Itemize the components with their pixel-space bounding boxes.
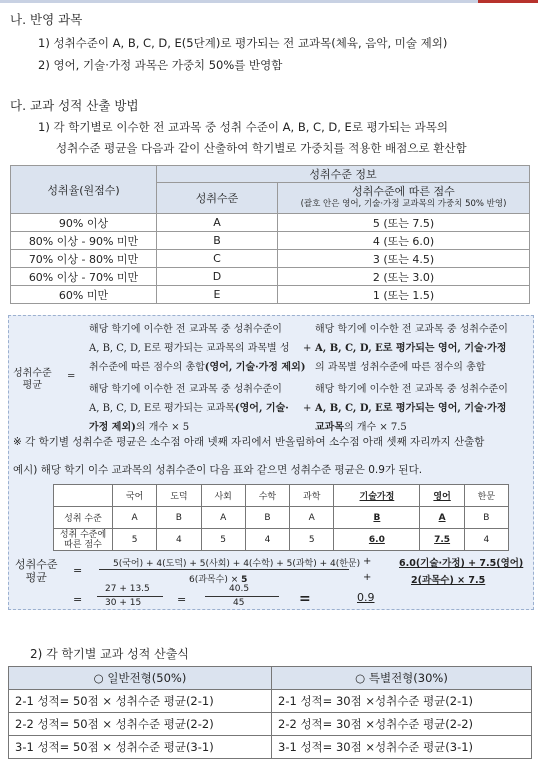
example-header-math: 수학 <box>245 485 289 507</box>
calc-result: 0.9 <box>357 591 375 604</box>
score-cell: 2 (또는 3.0) <box>278 268 530 286</box>
example-header-english: 영어 <box>420 485 464 507</box>
score-cell: 5 <box>290 529 334 551</box>
score-cell: 5 <box>201 529 245 551</box>
calc-eq-2: = <box>73 593 83 606</box>
formula-num-left-line3 <box>89 358 305 377</box>
example-row2-label-line1: 성취 수준에 <box>59 529 107 540</box>
example-row1-label: 성취 수준 <box>54 507 113 529</box>
grade-table-header-score-line1: 성취수준에 따른 점수 <box>352 185 455 198</box>
example-table <box>53 484 509 551</box>
calc-num2: 6.0(기술·가정) + 7.5(영어) <box>399 558 524 569</box>
grade-table-header-score-line2: (괄호 안은 영어, 기술·가정 교과목의 가중치 50% 반영) <box>300 199 507 209</box>
level-cell: A <box>201 507 245 529</box>
grade-table-header-score <box>278 183 530 214</box>
formula-den-left-line2-text: A, B, C, D, E로 평가되는 교과목 <box>89 403 235 414</box>
example-header-korean: 국어 <box>113 485 157 507</box>
grade-table-header-rate: 성취율(원점수) <box>11 166 157 214</box>
grade-table-header-group: 성취수준 정보 <box>157 166 530 183</box>
score-cell: 5 (또는 7.5) <box>278 214 530 232</box>
formula-note: ※ 각 학기별 성취수준 평균은 소수점 아래 넷째 자리에서 반올림하여 소수점 아래 셋째 자리까지 산출함 <box>13 436 485 448</box>
formula-den-right-bold: 교과목 <box>315 422 344 433</box>
example-row2-label <box>54 529 113 551</box>
formula-num-right <box>315 320 508 377</box>
grade-table <box>10 165 530 304</box>
formula-den-left-line1: 해당 학기에 이수한 전 교과목 중 성취수준이 <box>89 384 282 395</box>
formula-den-left <box>89 380 289 437</box>
formula-box <box>8 315 534 610</box>
calc-eq-strong: = <box>299 591 311 607</box>
top-border <box>0 0 538 3</box>
rate-cell: 60% 이상 - 70% 미만 <box>11 268 157 286</box>
score-cell: 6.0 <box>334 529 420 551</box>
table-row <box>54 507 509 529</box>
score-cell: 7.5 <box>420 529 464 551</box>
score-cell: 5 <box>113 529 157 551</box>
formula-den-right-line2: A, B, C, D, E로 평가되는 영어, 기술·가정 <box>315 403 507 414</box>
level-cell: A <box>420 507 464 529</box>
level-cell: E <box>157 286 278 304</box>
score-cell: 1 (또는 1.5) <box>278 286 530 304</box>
calc-den2: 2(과목수) × 7.5 <box>411 575 486 586</box>
level-cell: A <box>157 214 278 232</box>
score-cell: 4 <box>157 529 201 551</box>
calc-fraction-bar-2 <box>97 596 163 597</box>
table-row <box>9 736 532 759</box>
formula-example: 예시) 해당 학기 이수 교과목의 성취수준이 다음 표와 같으면 성취수준 평균은 0.9가 된다. <box>13 464 423 476</box>
table-row <box>54 529 509 551</box>
special-formula-cell: 3-1 성적= 30점 ×성취수준 평균(3-1) <box>272 736 532 759</box>
formula-table <box>8 666 532 759</box>
calc-eq-3: = <box>177 593 187 606</box>
special-admission-header: ○ 특별전형(30%) <box>272 667 532 690</box>
score-cell: 3 (또는 4.5) <box>278 250 530 268</box>
calc-num4: 40.5 <box>229 584 250 594</box>
formula-den-left-line3-text: 의 개수 × 5 <box>135 422 190 433</box>
calc-den4: 45 <box>233 598 245 608</box>
special-formula-cell: 2-2 성적= 30점 ×성취수준 평균(2-2) <box>272 713 532 736</box>
example-header-science: 과학 <box>290 485 334 507</box>
calc-num3: 27 + 13.5 <box>105 584 150 594</box>
table-row <box>11 232 530 250</box>
example-header-tech-home: 기술가정 <box>334 485 420 507</box>
table-row <box>9 690 532 713</box>
calc-plus-2: + <box>363 572 372 583</box>
formula-num-left-line3-text: 취수준에 따른 점수의 총합 <box>89 362 205 373</box>
formula-num-right-line3: 의 과목별 성취수준에 따른 점수의 총합 <box>315 362 486 373</box>
formula-eq: = <box>67 371 76 382</box>
score-cell: 4 <box>245 529 289 551</box>
grade-table-header-level: 성취수준 <box>157 183 278 214</box>
section-da-item1-line2: 성취수준 평균을 다음과 같이 산출하여 학기별로 가중치를 적용한 배점으로 환산함 <box>56 141 467 155</box>
formula-plus-1: + <box>303 343 312 354</box>
level-cell: A <box>113 507 157 529</box>
score-cell: 4 <box>464 529 508 551</box>
level-cell: B <box>334 507 420 529</box>
example-header-ethics: 도덕 <box>157 485 201 507</box>
formula-num-left-line1: 해당 학기에 이수한 전 교과목 중 성취수준이 <box>89 324 282 335</box>
level-cell: B <box>157 232 278 250</box>
formula-den-right <box>315 380 508 437</box>
rate-cell: 60% 미만 <box>11 286 157 304</box>
formula-den-left-line2 <box>89 399 289 418</box>
formula-num-right-line2: A, B, C, D, E로 평가되는 영어, 기술·가정 <box>315 343 507 354</box>
rate-cell: 80% 이상 - 90% 미만 <box>11 232 157 250</box>
example-row2-label-line2: 따른 점수 <box>64 539 102 550</box>
formula-label: 성취수준 평균 <box>13 368 52 391</box>
table-row <box>11 250 530 268</box>
formula-den-right-line3-text: 의 개수 × 7.5 <box>343 422 407 433</box>
formula-num-left-line2: A, B, C, D, E로 평가되는 교과목의 과목별 성 <box>89 343 290 354</box>
level-cell: C <box>157 250 278 268</box>
level-cell: B <box>464 507 508 529</box>
rate-cell: 90% 이상 <box>11 214 157 232</box>
section-heading-da: 다. 교과 성적 산출 방법 <box>10 98 139 113</box>
example-header-empty <box>54 485 113 507</box>
table-row <box>11 286 530 304</box>
section-heading-na: 나. 반영 과목 <box>10 12 83 27</box>
calc-label: 성취수준 평균 <box>15 558 58 584</box>
formula-den-left-bold-1: (영어, 기술· <box>234 403 289 414</box>
top-border-accent <box>478 0 538 3</box>
general-formula-cell: 2-2 성적= 50점 × 성취수준 평균(2-2) <box>9 713 272 736</box>
table-row <box>9 713 532 736</box>
section-2-heading: 2) 각 학기별 교과 성적 산출식 <box>30 647 189 661</box>
special-formula-cell: 2-1 성적= 30점 ×성취수준 평균(2-1) <box>272 690 532 713</box>
calc-den1-text: 6(과목수) × <box>189 575 242 585</box>
rate-cell: 70% 이상 - 80% 미만 <box>11 250 157 268</box>
level-cell: B <box>245 507 289 529</box>
general-admission-header: ○ 일반전형(50%) <box>9 667 272 690</box>
section-na-item2: 2) 영어, 기술·가정 과목은 가중치 50%를 반영함 <box>38 58 283 72</box>
table-row <box>11 214 530 232</box>
calc-num1: 5(국어) + 4(도덕) + 5(사회) + 4(수학) + 5(과학) + 4(한문) <box>113 559 361 569</box>
formula-num-left <box>89 320 305 377</box>
calc-fraction-bar-3 <box>205 596 279 597</box>
level-cell: B <box>157 507 201 529</box>
calc-den3: 30 + 15 <box>105 598 142 608</box>
formula-num-left-bold: (영어, 기술·가정 제외) <box>204 362 306 373</box>
section-da-item1-line1: 1) 각 학기별로 이수한 전 교과목 중 성취 수준이 A, B, C, D, E로 평가되는 과목의 <box>38 120 448 134</box>
formula-plus-2: + <box>303 403 312 414</box>
general-formula-cell: 2-1 성적= 50점 × 성취수준 평균(2-1) <box>9 690 272 713</box>
level-cell: D <box>157 268 278 286</box>
calc-plus-1: + <box>363 556 372 567</box>
formula-num-right-line1: 해당 학기에 이수한 전 교과목 중 성취수준이 <box>315 324 508 335</box>
example-header-chinese: 한문 <box>464 485 508 507</box>
calc-fraction-bar-1 <box>99 569 349 570</box>
example-header-social: 사회 <box>201 485 245 507</box>
general-formula-cell: 3-1 성적= 50점 × 성취수준 평균(3-1) <box>9 736 272 759</box>
formula-den-right-line1: 해당 학기에 이수한 전 교과목 중 성취수준이 <box>315 384 508 395</box>
calc-eq-1: = <box>73 564 83 577</box>
score-cell: 4 (또는 6.0) <box>278 232 530 250</box>
table-row <box>11 268 530 286</box>
formula-den-left-bold-2: 가정 제외) <box>89 422 136 433</box>
calc-den1-bold: 5 <box>241 575 248 585</box>
level-cell: A <box>290 507 334 529</box>
section-na-item1: 1) 성취수준이 A, B, C, D, E(5단계)로 평가되는 전 교과목(체육, 음악, 미술 제외) <box>38 36 448 50</box>
